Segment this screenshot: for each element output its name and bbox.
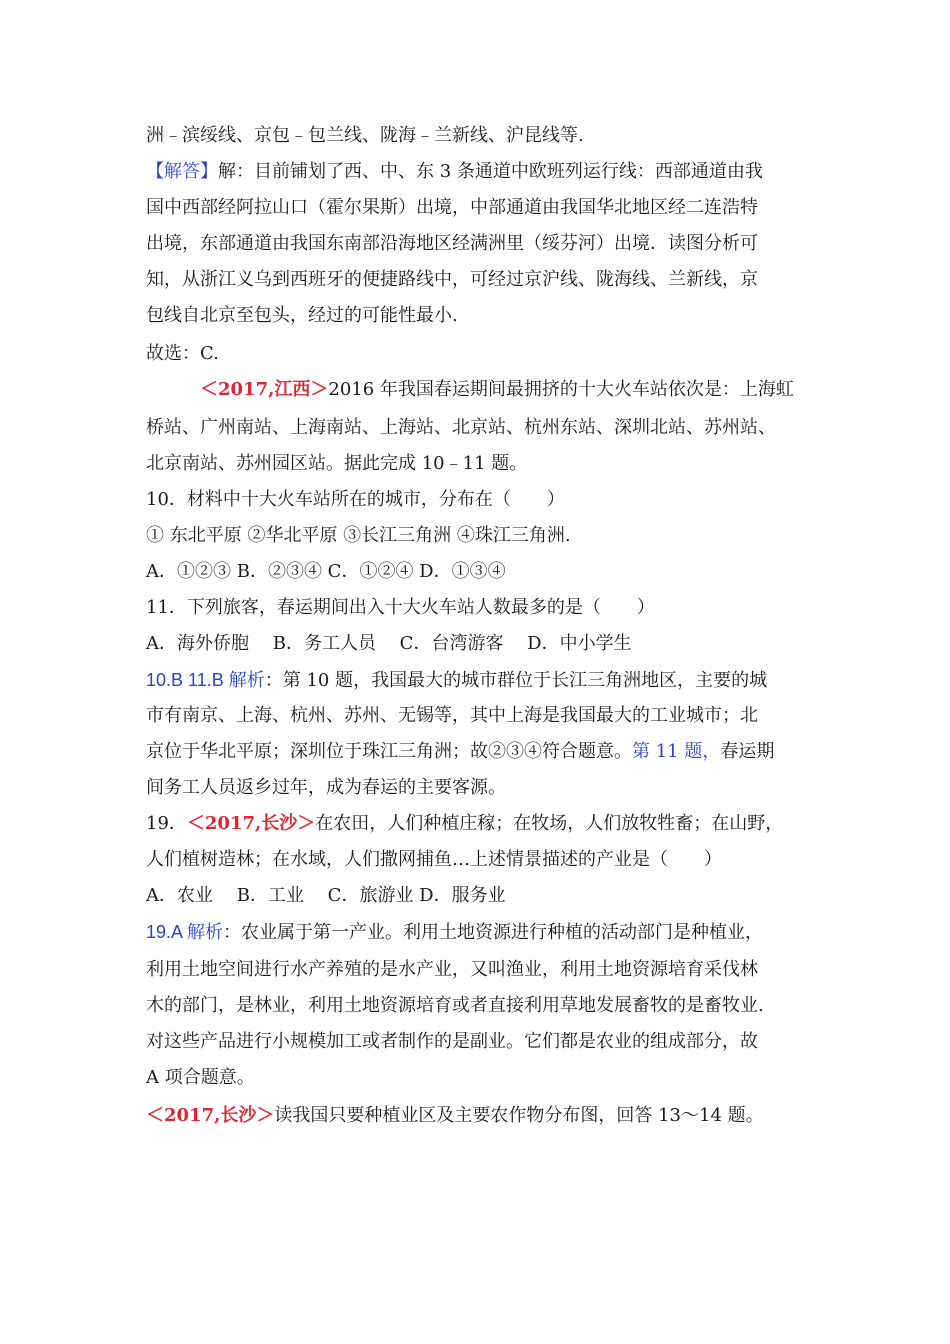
text-line xyxy=(146,1066,826,1090)
question-number: 19． xyxy=(146,813,187,834)
question-intro-line xyxy=(146,1104,826,1128)
line-text: 人们植树造林；在水域，人们撒网捕鱼…上述情景描述的产业是（ ） xyxy=(146,849,722,870)
analysis-line xyxy=(146,920,826,944)
text-line xyxy=(146,452,826,476)
text-line xyxy=(146,848,826,872)
line-text: A．①②③ B．②③④ C．①②④ D．①③④ xyxy=(146,561,506,582)
source-tag: ＜2017,江西＞ xyxy=(200,379,329,400)
text-line xyxy=(146,196,826,220)
question-19 xyxy=(146,812,826,836)
line-text: 解：目前铺划了西、中、东 3 条通道中欧班列运行线：西部通道由我 xyxy=(218,161,763,182)
line-text: 读我国只要种植业区及主要农作物分布图，回答 13～14 题。 xyxy=(274,1105,764,1126)
line-text: 北京南站、苏州园区站。据此完成 10﹣11 题。 xyxy=(146,453,528,474)
line-text: 2016 年我国春运期间最拥挤的十大火车站依次是：上海虹 xyxy=(328,379,794,400)
line-text: 在农田，人们种植庄稼；在牧场，人们放牧牲畜；在山野， xyxy=(315,813,784,834)
line-text: 市有南京、上海、杭州、苏州、无锡等，其中上海是我国最大的工业城市；北 xyxy=(146,705,758,726)
question-intro-line xyxy=(200,378,880,402)
text-line xyxy=(146,124,826,148)
text-line xyxy=(146,776,826,800)
answer-label: 【解答】 xyxy=(146,161,218,182)
question-11-options xyxy=(146,632,826,656)
question-10-items xyxy=(146,524,826,548)
line-text: 出境，东部通道由我国东南部沿海地区经满洲里（绥芬河）出境．读图分析可 xyxy=(146,233,758,254)
question-10-options xyxy=(146,560,826,584)
line-text: 利用土地空间进行水产养殖的是水产业，又叫渔业，利用土地资源培育采伐林 xyxy=(146,959,758,980)
line-text: 京位于华北平原；深圳位于珠江三角洲；故②③④符合题意。 xyxy=(146,741,632,762)
text-line xyxy=(146,994,826,1018)
line-text: 故选：C. xyxy=(146,343,219,364)
line-text: 对这些产品进行小规模加工或者制作的是副业。它们都是农业的组成部分，故 xyxy=(146,1031,758,1052)
line-text: 洲﹣滨绥线、京包﹣包兰线、陇海﹣兰新线、沪昆线等. xyxy=(146,125,584,146)
line-text: 11．下列旅客，春运期间出入十大火车站人数最多的是（ ） xyxy=(146,597,655,618)
question-19-options xyxy=(146,884,826,908)
text-line xyxy=(146,232,826,256)
choice-line xyxy=(146,342,826,366)
text-line xyxy=(146,740,826,764)
line-text: A 项合题意。 xyxy=(146,1067,255,1088)
source-tag: ＜2017,长沙＞ xyxy=(146,1105,275,1126)
text-line xyxy=(146,268,826,292)
line-text: 桥站、广州南站、上海南站、上海站、北京站、杭州东站、深圳北站、苏州站、 xyxy=(146,417,776,438)
line-text: 间务工人员返乡过年，成为春运的主要客源。 xyxy=(146,777,506,798)
analysis-label: 第 11 题， xyxy=(632,741,721,762)
line-text: A．农业 B．工业 C．旅游业 D．服务业 xyxy=(146,885,506,906)
line-text: 包线自北京至包头，经过的可能性最小. xyxy=(146,305,458,326)
line-text: ：第 10 题，我国最大的城市群位于长江三角洲地区，主要的城 xyxy=(264,670,768,691)
text-line xyxy=(146,416,826,440)
line-text: ① 东北平原 ②华北平原 ③长江三角洲 ④珠江三角洲. xyxy=(146,525,571,546)
source-tag: ＜2017,长沙＞ xyxy=(186,813,316,834)
question-10 xyxy=(146,488,826,512)
question-11 xyxy=(146,596,826,620)
line-text: 知，从浙江义乌到西班牙的便捷路线中，可经过京沪线、陇海线、兰新线，京 xyxy=(146,269,758,290)
analysis-label: 19.A 解析 xyxy=(146,922,224,942)
text-line xyxy=(146,704,826,728)
line-text: 10．材料中十大火车站所在的城市，分布在（ ） xyxy=(146,489,565,510)
analysis-line xyxy=(146,668,826,692)
line-text: A．海外侨胞 B．务工人员 C．台湾游客 D．中小学生 xyxy=(146,633,632,654)
analysis-label: 10.B 11.B 解析 xyxy=(146,670,265,690)
line-text: 木的部门，是林业，利用土地资源培育或者直接利用草地发展畜牧的是畜牧业. xyxy=(146,995,764,1016)
text-line xyxy=(146,1030,826,1054)
line-text: 国中西部经阿拉山口（霍尔果斯）出境，中部通道由我国华北地区经二连浩特 xyxy=(146,197,758,218)
answer-line xyxy=(146,160,826,184)
text-line xyxy=(146,304,826,328)
text-line xyxy=(146,958,826,982)
line-text: ：农业属于第一产业。利用土地资源进行种植的活动部门是种植业， xyxy=(223,922,764,943)
line-text: 春运期 xyxy=(720,741,775,762)
